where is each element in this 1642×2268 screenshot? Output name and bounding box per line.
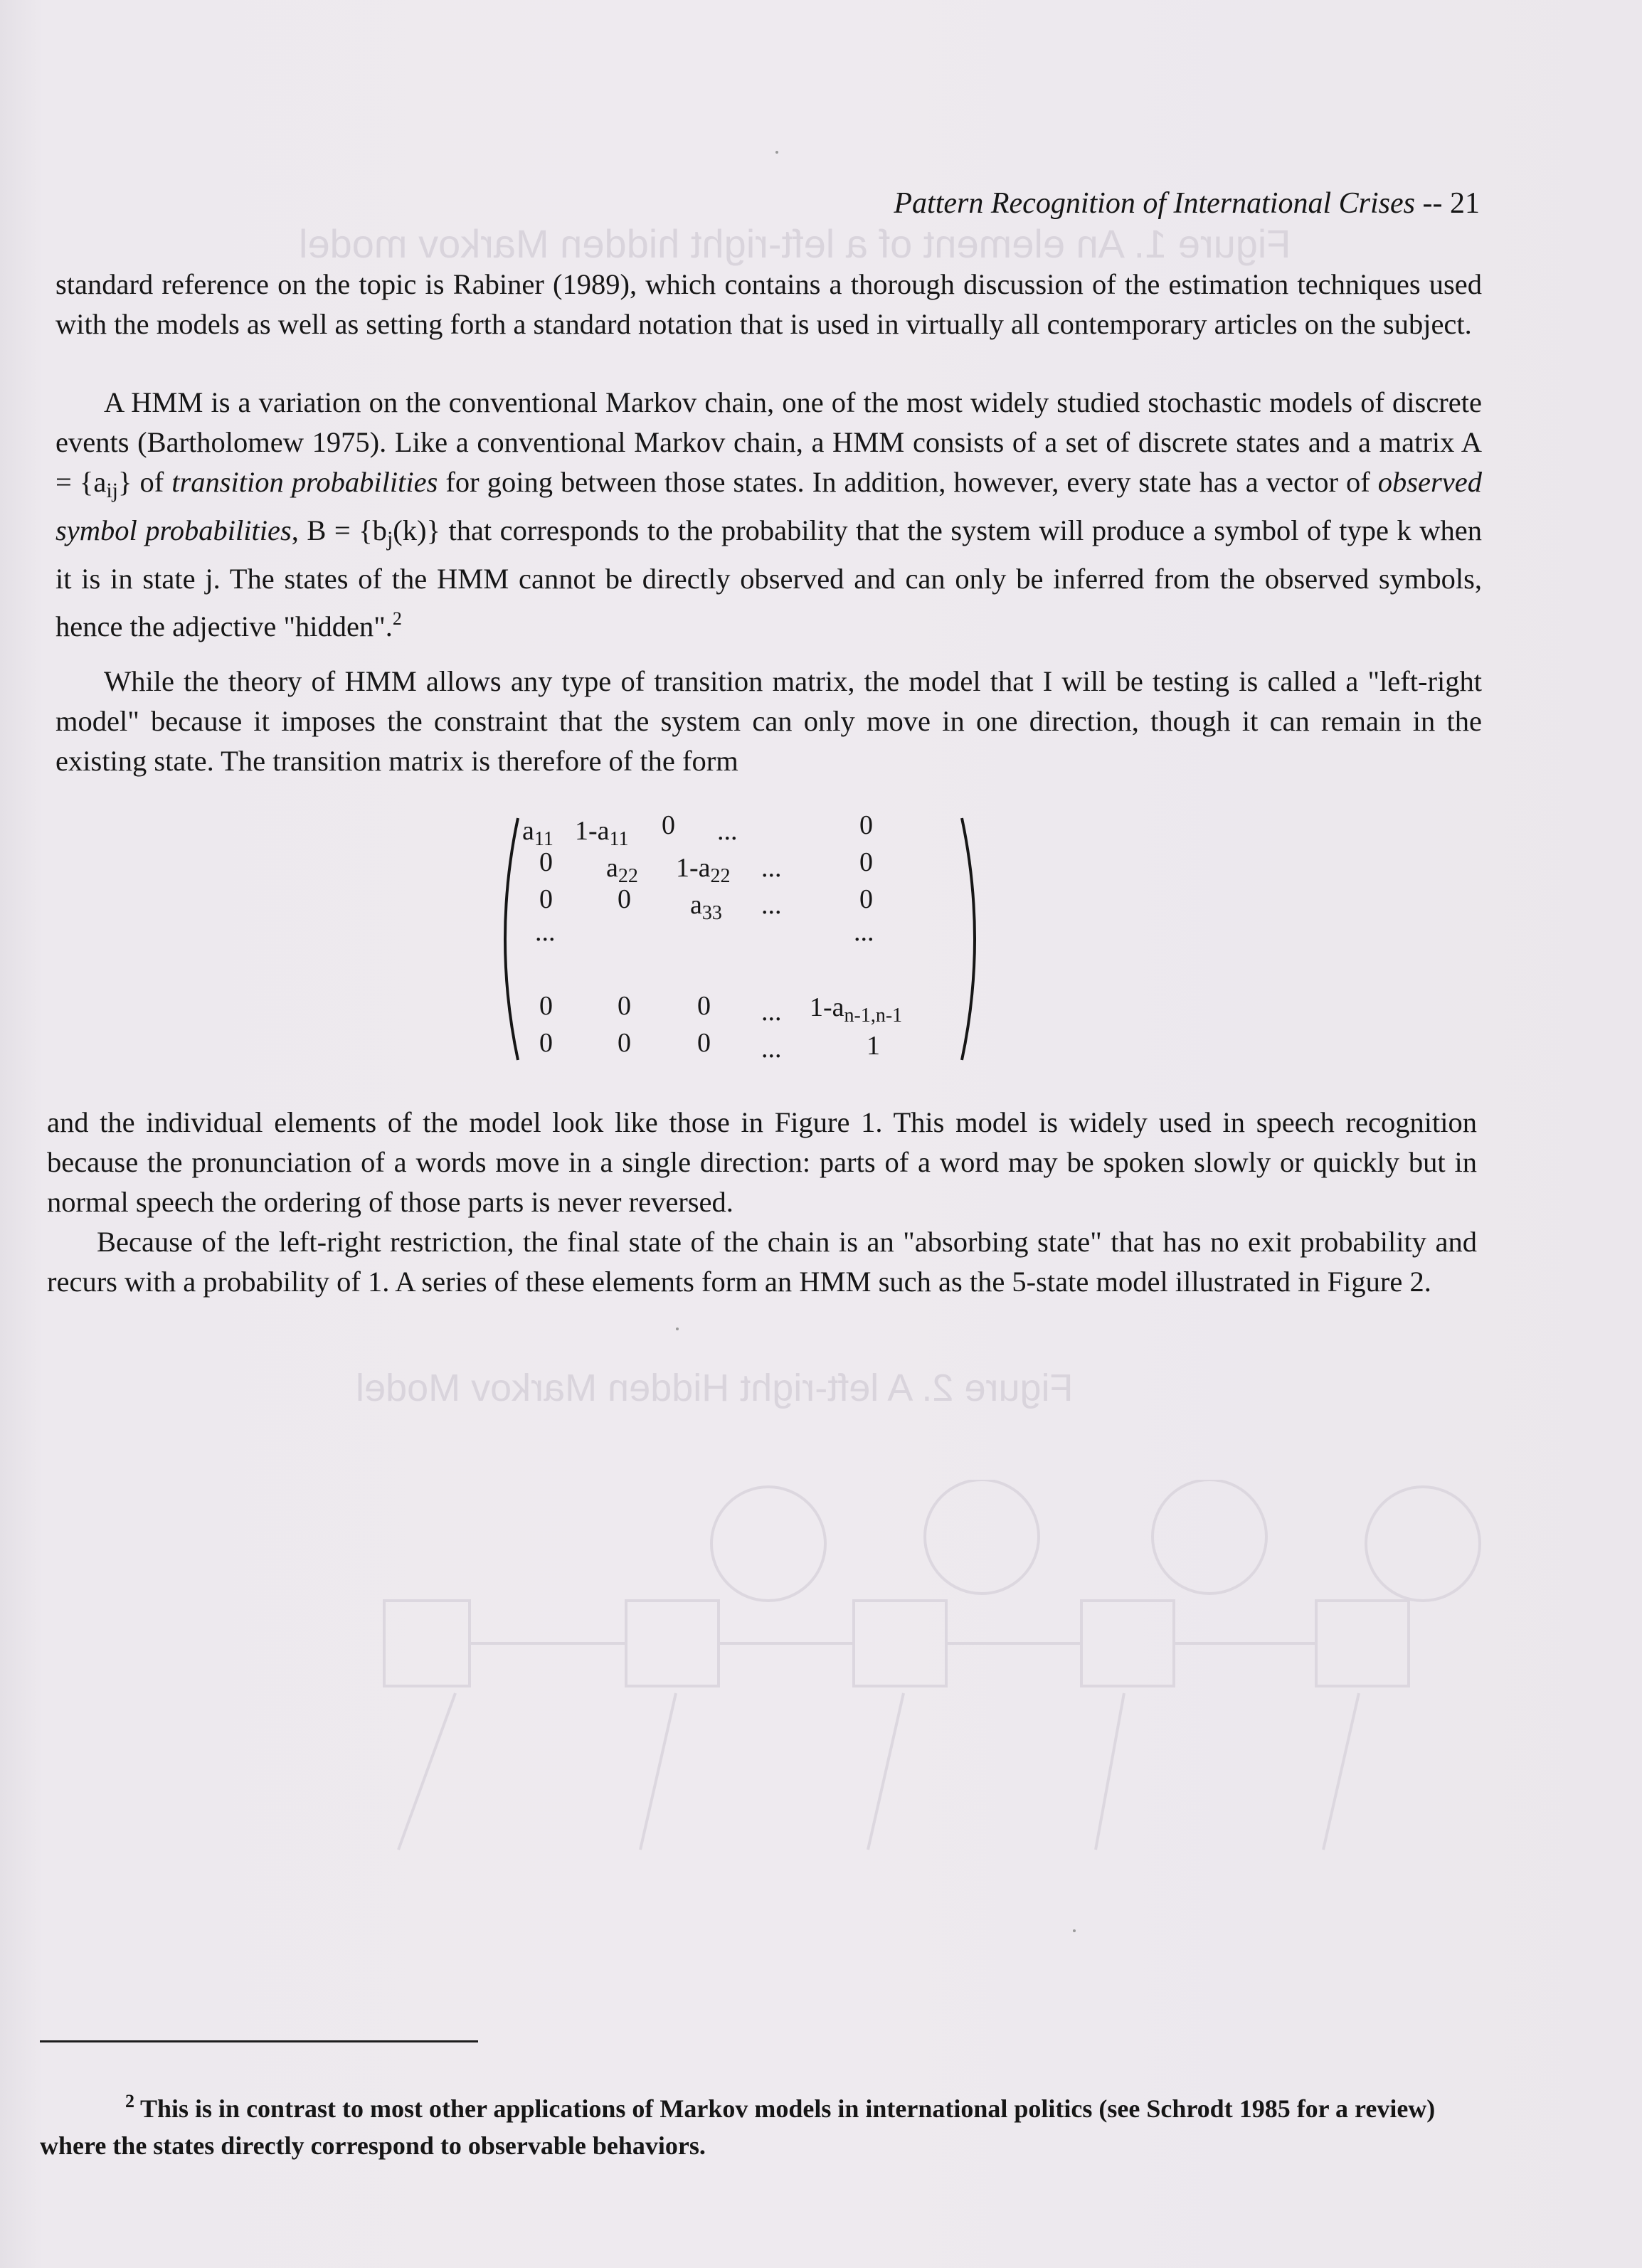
matrix-cell: ... [854, 917, 874, 947]
matrix-cell: ... [761, 1034, 782, 1064]
subscript-j: j [386, 527, 393, 551]
running-header-separator: -- [1422, 187, 1443, 220]
matrix-cell: 0 [618, 1028, 631, 1058]
matrix-cell: 0 [697, 1028, 711, 1058]
matrix-cell: $a_{33}$ [690, 890, 722, 924]
subscript-ij: ij [106, 479, 118, 502]
matrix-cell: ... [761, 853, 782, 883]
bleed-through-diagram [370, 1480, 1494, 1878]
paragraph-4: and the individual elements of the model look like those in Figure 1. This model is widely used in speech recognition because the pronunciation of a words move in a single direction: parts of a word may be spoken slowly or quickly but in normal speech the ordering of those parts is never reversed. [47, 1106, 1477, 1218]
matrix-cell: 0 [539, 991, 553, 1021]
footnote-rule [40, 2040, 478, 2042]
term-transition-probabilities: transition probabilities [171, 466, 438, 498]
footnote-text: This is in contrast to most other applications of Markov models in international politics (see Schrodt 1985 for a review) where the states directly correspond to observable behaviors. [40, 2094, 1436, 2160]
matrix-cell: 0 [539, 884, 553, 914]
matrix-cell: 0 [697, 991, 711, 1021]
matrix-cell: $a_{22}$ [606, 853, 638, 887]
paragraph-2-text-d: , B = {b [291, 514, 387, 546]
paragraph-2 [55, 383, 1482, 647]
matrix-cell: $1-a_{22}$ [676, 853, 731, 887]
matrix-cell: ... [761, 890, 782, 920]
matrix-cell: ... [761, 997, 782, 1027]
bleed-through-figure1-title: Figure 1. An element of a left-right hidden Markov model [299, 221, 1291, 266]
matrix-cell: 1 [867, 1031, 880, 1061]
page-speck [775, 151, 778, 154]
running-header-title: Pattern Recognition of International Crises [894, 187, 1416, 220]
matrix-cell: 0 [859, 810, 873, 840]
matrix-cell: ... [717, 816, 738, 846]
paragraph-2-text-b: } of [117, 466, 172, 498]
matrix-cell: ... [535, 917, 556, 947]
transition-matrix [491, 811, 1003, 1067]
matrix-cell: $1-a_{n-1,n-1}$ [810, 992, 903, 1027]
matrix-cell: 0 [859, 884, 873, 914]
paragraph-1: standard reference on the topic is Rabiner (1989), which contains a thorough discussion of the estimation techniques used with the models as well as setting forth a standard notation that is used in virtually all contemporary articles on the subject. [55, 268, 1482, 340]
footnote-mark: 2 [125, 2091, 134, 2111]
bleed-through-figure2-title: Figure 2. A left-right Hidden Markov Model [356, 1367, 1074, 1409]
page-speck [676, 1328, 679, 1330]
matrix-cell: 0 [539, 1028, 553, 1058]
paragraph-2-text-e: (k)} that corresponds to the probability that the system will produce a symbol of type k when it is in state j. The states of the HMM cannot be directly observed and can only be inferred from the observed symbols, hence the adjective "hidden". [55, 514, 1482, 642]
matrix-cell: 0 [618, 884, 631, 914]
paragraph-5: Because of the left-right restriction, the final state of the chain is an "absorbing state" that has no exit probability and recurs with a probability of 1. A series of these elements form an HMM such as the 5-state model illustrated in Figure 2. [47, 1226, 1477, 1298]
paragraph-2-text-a: A HMM is a variation on the conventional Markov chain, one of the most widely studied stochastic models of discrete events (Bartholomew 1975). Like a conventional Markov chain, a HMM consists of a set of discrete states and a matrix A = {a [55, 386, 1482, 498]
paragraph-3: While the theory of HMM allows any type of transition matrix, the model that I will be testing is called a "left-right model" because it imposes the constraint that the system can only move in one direction, though it can remain in the existing state. The transition matrix is therefore of the form [55, 665, 1482, 777]
matrix-cell: $a_{11}$ [522, 816, 553, 850]
matrix-cell: 0 [539, 847, 553, 877]
page-speck [1073, 1929, 1076, 1932]
footnote [40, 2083, 1477, 2164]
matrix-cell: 0 [662, 810, 675, 840]
term-observed-symbol-probabilities: observed symbol probabilities [55, 466, 1482, 546]
page-number: 21 [1450, 187, 1480, 220]
paragraph-2-text-c: for going between those states. In addition, however, every state has a vector of [438, 466, 1378, 498]
matrix-brackets [491, 811, 1003, 1067]
matrix-cell: 0 [618, 991, 631, 1021]
matrix-cell: $1-a_{11}$ [575, 816, 629, 850]
footnote-reference: 2 [392, 608, 402, 629]
running-header [811, 186, 1480, 221]
matrix-cell: 0 [859, 847, 873, 877]
